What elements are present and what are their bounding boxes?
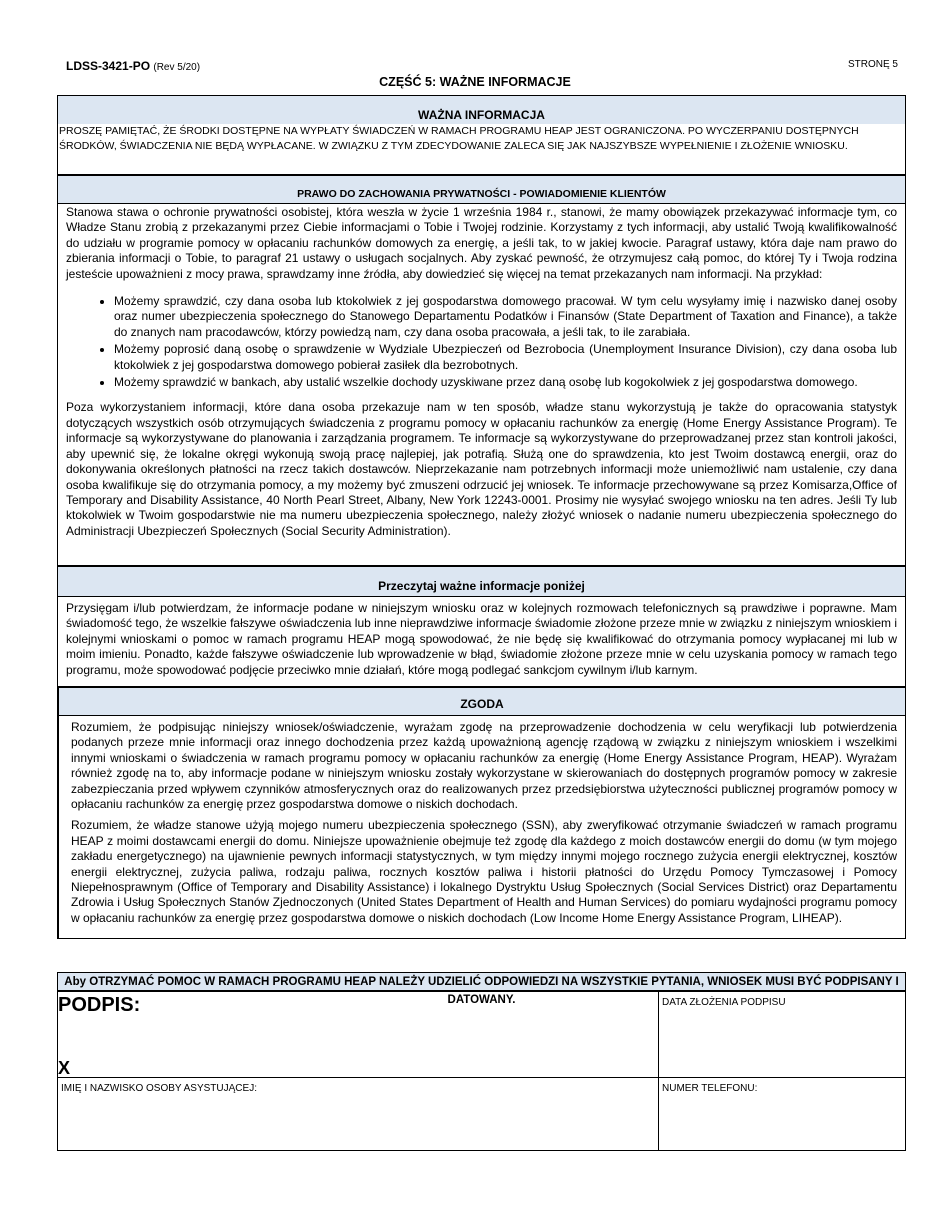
signature-field[interactable] [58,992,659,1078]
important-notice-title: WAŻNA INFORMACJA [58,96,905,124]
privacy-bullet: • Możemy sprawdzić w bankach, aby ustalić wszelkie dochody uzyskiwane przez daną osobę lub kogokolwiek z jej gospodarstwa domowego. [114,375,897,390]
signature-x-mark: X [58,1058,71,1078]
privacy-bullet: • Możemy poprosić daną osobę o sprawdzenie w Wydziale Ubezpieczeń od Bezrobocia (Unemployment Insurance Division), czy dana osoba lub ktokolwiek z jej gospodarstwa domowego pobierał zasiłek dla bezrobotnych. [114,342,897,373]
consent-title: ZGODA [59,688,905,716]
privacy-intro: Stanowa stawa o ochronie prywatności osobistej, która weszła w życie 1 września 1984 r., stanowi, że mamy obowiązek przekazywać informacje tym, co Władze Stanu zrobią z przekazanymi przez Ciebie informacjami o Tobie i Twojej rodzinie. Korzystamy z tych informacji, aby ustalić Twoją kwalifikowalność do udziału w programie pomocy w opłacaniu rachunków domowych za energię, a jeśli tak, to w jakiej kwocie. Paragraf ustawy, która daje nam prawo do zbierania informacji o Tobie, to paragraf 21 ustawy o usługach socjalnych. Aby zyskać pewność, że otrzymujesz całą pomoc, do której Ty i Twoja rodzina jesteście upoważnieni z mocy prawa, sprawdzamy inne źródła, aby dowiedzieć się więcej na temat przekazanych nam informacji. Na przykład: [66,205,897,281]
important-notice-box [57,95,906,175]
form-revision: (Rev 5/20) [153,62,201,73]
page-number: STRONĘ 5 [847,59,898,70]
privacy-notice-box [57,175,906,566]
read-info-text: Przysięgam i/lub potwierdzam, że informacje podane w niniejszym wniosku oraz w kolejnych rozmowach telefonicznych są prawdziwe i poprawne. Mam świadomość tego, że wszelkie fałszywe oświadczenia lub inne nieprawdziwe informacje świadomie złożone przeze mnie w związku z niniejszym wnioskiem i kolejnymi wnioskami o pomoc w ramach programu HEAP mogą spowodować, że nie będę się kwalifikować do otrzymania pomocy wypłacanej mi lub w moim imieniu. Ponadto, każde fałszywe oświadczenie lub wprowadzenie w błąd, świadomie złożone przeze mnie w celu uzyskania pomocy w ramach tego programu, może spowodować podjęcie przeciwko mnie działań, które mogą podlegać sankcjom cywilnym i/lub karnym. [66,601,898,677]
helper-name-label: IMIĘ I NAZWISKO OSOBY ASYSTUJĄCEJ: [61,1083,257,1094]
important-notice-text: PROSZĘ PAMIĘTAĆ, ŻE ŚRODKI DOSTĘPNE NA WYPŁATY ŚWIADCZEŃ W RAMACH PROGRAMU HEAP JEST OGRANICZONA. PO WYCZERPANIU DOSTĘPNYCH ŚRODKÓW, ŚWIADCZENIA NIE BĘDĄ WYPŁACANE. W ZWIĄZKU Z TYM ZDECYDOWANIE ZALECA SIĘ JAK NAJSZYBSZE WYPEŁNIENIE I ZŁOŻENIE WNIOSKU. [59,125,859,152]
signature-date-field[interactable] [659,992,905,1078]
phone-number-label: NUMER TELEFONU: [662,1083,758,1094]
privacy-outro: Poza wykorzystaniem informacji, które dana osoba przekazuje nam w ten sposób, władze stanu wykorzystują je także do opracowania statystyk dotyczących wszystkich osób otrzymujących świadczenia z programu pomocy w opłacaniu rachunków za energię (Home Energy Assistance Program). Te informacje są wykorzystywane do planowania i zarządzania programem. Te informacje są wykorzystywane do przeprowadzanej przez stan kontroli jakości, aby upewnić się, że lokalne okręgi wykonują swoją pracę najlepiej, jak potrafią. Służą one do sprawdzenia, kto jest Twoim dostawcą energii, oraz do dokonywania określonych płatności na rzecz takich dostawców. Nieprzekazanie nam potrzebnych informacji może uniemożliwić nam ustalenie, czy dana osoba kwalifikuje się do otrzymania pomocy, a my możemy być zmuszeni odrzucić jej wniosek. Te informacje przechowywane są przez Komisarza,Office of Temporary and Disability Assistance, 40 North Pearl Street, Albany, New York 12243-0001. Prosimy nie wysyłać swojego wniosku na ten adres. Jeśli Ty lub ktokolwiek w Twoim gospodarstwie nie ma numeru ubezpieczenia społecznego, należy złożyć wniosek o nadanie numeru ubezpieczenia społecznego do Administracji Ubezpieczeń Społecznych (Social Security Administration). [66,400,897,538]
part-title: CZĘŚĆ 5: WAŻNE INFORMACJE [379,75,571,89]
consent-paragraph-1: Rozumiem, że podpisując niniejszy wniosek/oświadczenie, wyrażam zgodę na przeprowadzenie dochodzenia w celu weryfikacji lub potwierdzenia podanych przeze mnie informacji oraz innego dochodzenia przez każdą upoważnioną agencję rządową w związku z niniejszym wnioskiem i wszelkimi innymi wnioskami o świadczenia w ramach programu pomocy w opłacaniu rachunków za energię (Home Energy Assistance Program, HEAP). Wyrażam również zgodę na to, aby informacje podane w niniejszym wniosku zostały wykorzystane w skierowaniach do dostępnych programów pomocy w zakresie zabezpieczania przed wpływem czynników atmosferycznych oraz do realizowanych przez przedsiębiorstwa użyteczności publicznej programów pomocy w opłacaniu rachunków za energię przez gospodarstwa domowe o niskich dochodach. [71,720,897,812]
privacy-bullet-list [66,294,897,390]
consent-box [57,687,906,939]
form-id [66,59,200,73]
signature-grid [57,991,906,1151]
privacy-notice-title: PRAWO DO ZACHOWANIA PRYWATNOŚCI - POWIADOMIENIE KLIENTÓW [58,176,905,204]
signature-date-label: DATA ZŁOŻENIA PODPISU [662,997,786,1008]
read-info-title: Przeczytaj ważne informacje poniżej [58,567,905,597]
signature-label: PODPIS: [58,994,141,1016]
consent-paragraph-2: Rozumiem, że władze stanowe użyją mojego numeru ubezpieczenia społecznego (SSN), aby zweryfikować otrzymanie świadczeń w ramach programu HEAP z moimi dostawcami energii do domu. Niniejsze upoważnienie obejmuje też zgodę dla każdego z moich dostawców energii do domu (w tym mojego zakładu energetycznego) na ujawnienie pewnych informacji statystycznych, w tym między innymi mojego rocznego zużycia energii elektrycznej, kosztów energii elektrycznej, zużycia paliwa, rodzaju paliwa, rocznych kosztów paliwa i historii płatności do Urzędu Pomocy Tymczasowej i Pomocy Niepełnosprawnym (Office of Temporary and Disability Assistance) i lokalnego Dystryktu Usług Społecznych (Social Services District) oraz Departamentu Zdrowia i Usług Społecznych Stanów Zjednoczonych (United States Department of Health and Human Services) do pomiaru wydajności programu pomocy w opłacaniu rachunków za energię przez gospodarstwa domowe o niskich dochodach (Low Income Home Energy Assistance Program, LIHEAP). [71,818,897,925]
signature-banner: Aby OTRZYMAĆ POMOC W RAMACH PROGRAMU HEAP NALEŻY UDZIELIĆ ODPOWIEDZI NA WSZYSTKIE PYTANIA, WNIOSEK MUSI BYĆ PODPISANY I DATOWANY. [57,972,906,991]
phone-number-field[interactable] [659,1078,905,1150]
privacy-bullet: • Możemy sprawdzić, czy dana osoba lub ktokolwiek z jej gospodarstwa domowego pracował. W tym celu wysyłamy imię i nazwisko danej osoby oraz numer ubezpieczenia społecznego do Stanowego Departamentu Podatków i Finansów (State Department of Taxation and Finance), a także do znanych nam pracodawców, którzy powiedzą nam, czy dana osoba pracowała, a jeśli tak, to ile zarabiała. [114,294,897,340]
form-number: LDSS-3421-PO [66,59,151,73]
read-info-box [57,566,906,687]
helper-name-field[interactable] [58,1078,659,1150]
